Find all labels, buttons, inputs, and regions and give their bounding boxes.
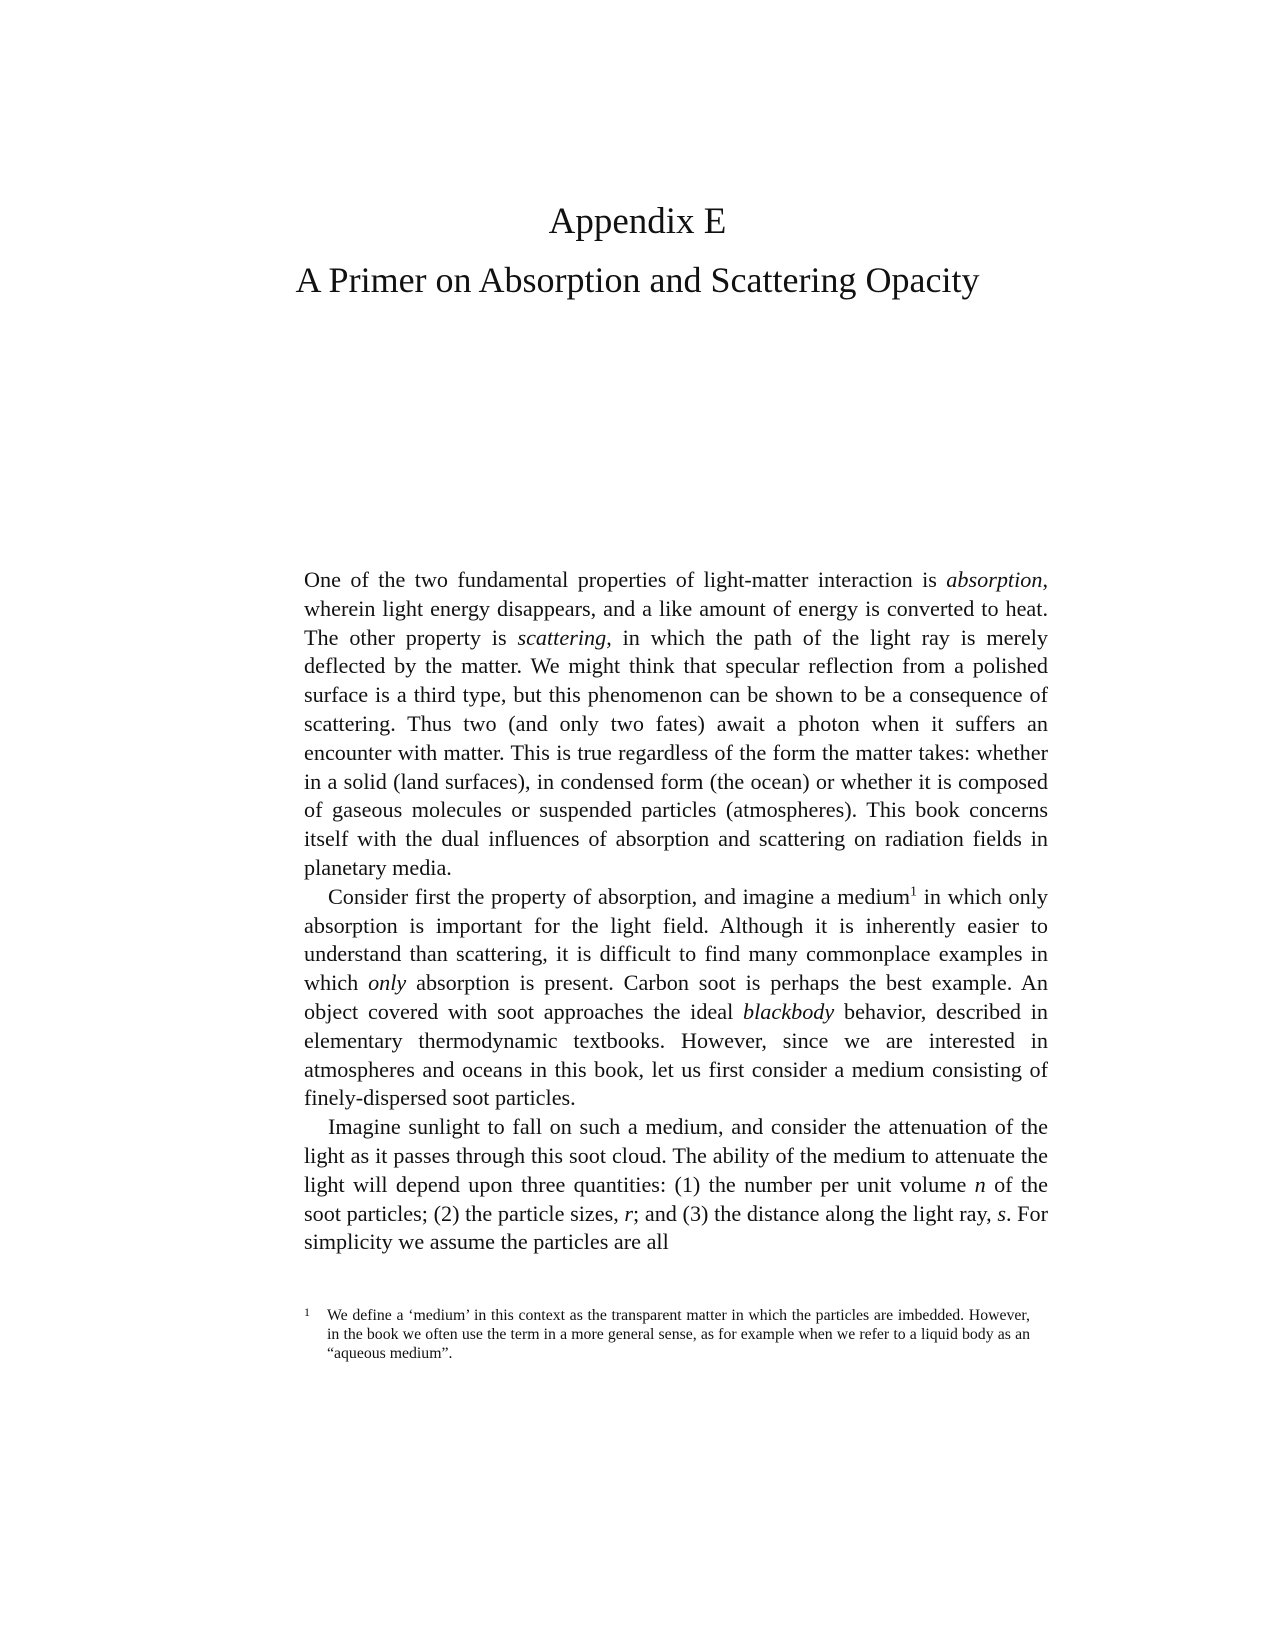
- p2-italic-only: only: [368, 970, 407, 996]
- p3-text-b: of the soot particles; (2) the particle sizes,: [304, 1171, 1048, 1226]
- p3-text-c: ; and (3) the distance along the light ray,: [633, 1200, 998, 1226]
- p2-text-a: Consider first the property of absorption, and imagine a medium: [328, 883, 911, 909]
- p2-text-b: in which only absorption is important for the light field. Although it is inherently easier to understand than scattering, it is difficult to find many commonplace examples in which: [304, 883, 1048, 996]
- footnote: [304, 1306, 1030, 1363]
- body-text: [304, 566, 1048, 1257]
- p3-italic-n: n: [974, 1171, 986, 1197]
- p1-text-a: One of the two fundamental properties of light-matter interaction is: [304, 567, 947, 592]
- p3-italic-s: s: [997, 1200, 1006, 1226]
- p2-text-d: absorption is present. Carbon soot is perhaps the best example. An object covered with soot approaches the ideal: [304, 970, 1048, 1024]
- footnote-number: 1: [304, 1305, 310, 1319]
- p1-text-e: , in which the path of the light ray is merely deflected by the matter. We might think that specular reflection from a polished surface is a third type, but this phenomenon can be shown to be a consequence of scattering. Thus two (and only two fates) await a photon when it suffers an encounter with matter. This is true regardless of the form the matter takes: whether in a solid (land surfaces), in condensed form (the ocean) or whether it is composed of gaseous molecules or suspended particles (atmospheres). This book concerns itself with the dual influences of absorption and scattering on radiation fields in planetary media.: [304, 624, 1048, 880]
- appendix-label: Appendix E: [548, 201, 727, 242]
- paragraph-2: [304, 883, 1048, 1113]
- p2-italic-blackbody: blackbody: [743, 998, 835, 1024]
- paragraph-1: [304, 566, 1048, 883]
- p3-text-a: Imagine sunlight to fall on such a medium, and consider the attenuation of the light as it passes through this soot cloud. The ability of the medium to attenuate the light will depend upon three quantities: (1) the number per unit volume: [304, 1114, 1048, 1197]
- p1-text-c: , wherein light energy disappears, and a like amount of energy is converted to heat. The other property is: [304, 567, 1048, 650]
- p3-italic-r: r: [624, 1200, 634, 1226]
- p1-italic-absorption: absorption: [946, 567, 1043, 592]
- chapter-title: A Primer on Absorption and Scattering Opacity: [295, 260, 980, 300]
- p1-italic-scattering: scattering: [517, 624, 607, 650]
- paragraph-3: [304, 1113, 1048, 1257]
- footnote-text: We define a ‘medium’ in this context as the transparent matter in which the particles are imbedded. However, in the book we often use the term in a more general sense, as for example when we refer to a liquid body as an “aqueous medium”.: [327, 1307, 1030, 1362]
- footnote-mark[interactable]: 1: [910, 884, 918, 900]
- p2-text-f: behavior, described in elementary thermodynamic textbooks. However, since we are interested in atmospheres and oceans in this book, let us first consider a medium consisting of finely-dispersed soot particles.: [304, 998, 1048, 1111]
- p3-text-d: . For simplicity we assume the particles are all: [304, 1200, 1048, 1255]
